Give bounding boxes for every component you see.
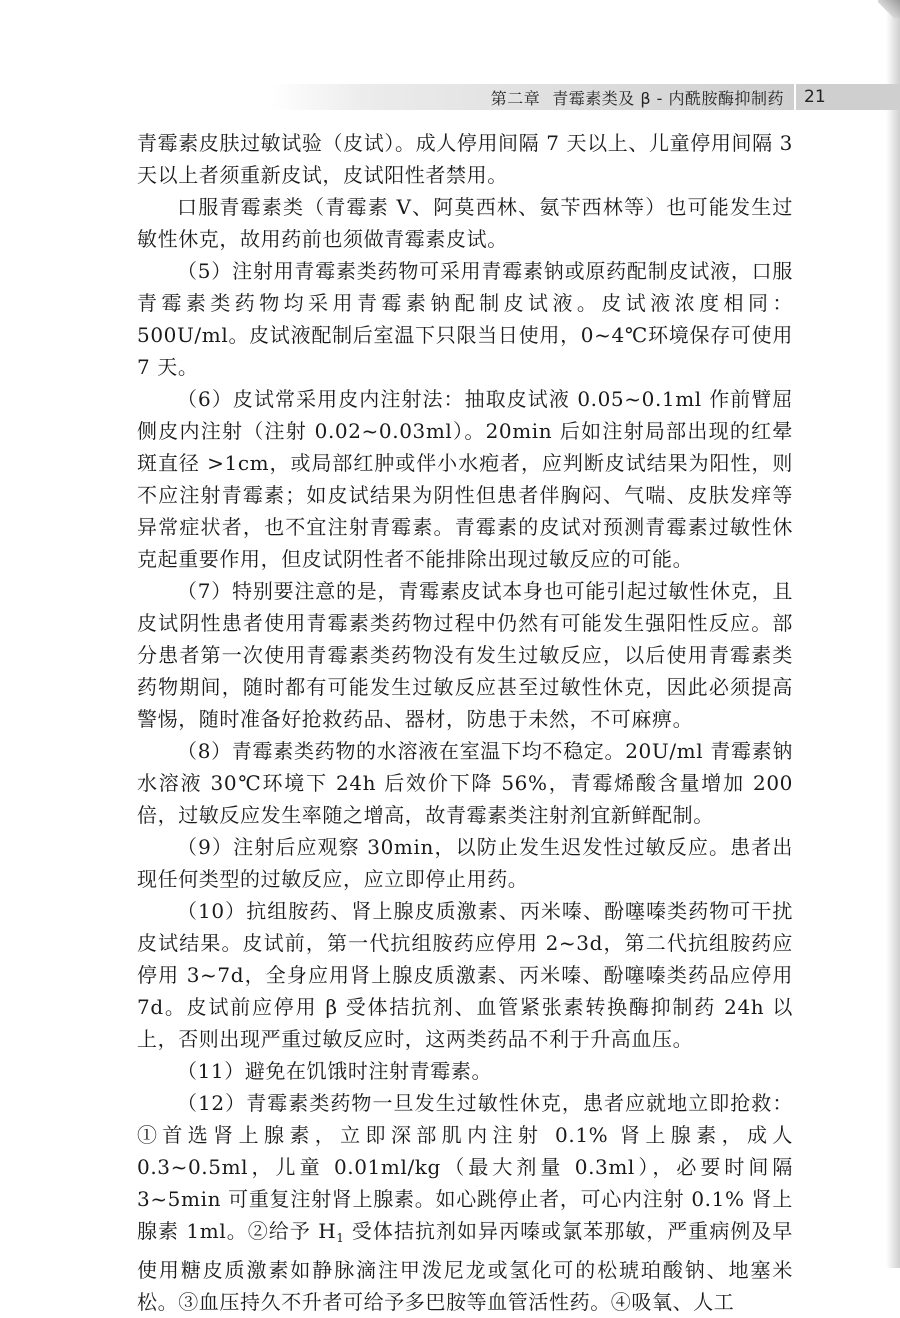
page-edge-shadow xyxy=(886,0,900,1268)
running-header xyxy=(270,84,900,110)
header-chapter-band xyxy=(270,84,794,110)
page-number-band xyxy=(796,84,900,110)
paragraph-item-10: （10）抗组胺药、肾上腺皮质激素、丙米嗪、酚噻嗪类药物可干扰皮试结果。皮试前，第一代抗组胺药应停用 2~3d，第二代抗组胺药应停用 3~7d，全身应用肾上腺皮质激素、丙米嗪、酚噻嗪类药品应停用 7d。皮试前应停用 β 受体拮抗剂、血管紧张素转换酶抑制药 24h 以上，否则出现严重过敏反应时，这两类药品不利于升高血压。 xyxy=(137,899,793,1051)
paragraph-item-7: （7）特别要注意的是，青霉素皮试本身也可能引起过敏性休克，且皮试阴性患者使用青霉素类药物过程中仍然有可能发生强阳性反应。部分患者第一次使用青霉素类药物没有发生过敏反应，以后使用青霉素类药物期间，随时都有可能发生过敏反应甚至过敏性休克，因此必须提高警惕，随时准备好抢救药品、器材，防患于未然，不可麻痹。 xyxy=(137,579,793,731)
paragraph-item-12 xyxy=(137,1087,793,1318)
chapter-title: 青霉素类及 β - 内酰胺酶抑制药 xyxy=(552,88,784,108)
paragraph-item-9: （9）注射后应观察 30min，以防止发生迟发性过敏反应。患者出现任何类型的过敏反应，应立即停止用药。 xyxy=(137,835,793,891)
body-text xyxy=(137,127,793,1318)
h1-subscript: 1 xyxy=(336,1231,345,1245)
paragraph-oral-penicillin: 口服青霉素类（青霉素 V、阿莫西林、氨苄西林等）也可能发生过敏性休克，故用药前也须做青霉素皮试。 xyxy=(137,195,793,251)
item-12-text-part1: （12）青霉素类药物一旦发生过敏性休克，患者应就地立即抢救：①首选肾上腺素，立即深部肌内注射 0.1% 肾上腺素，成人 0.3~0.5ml，儿童 0.01ml/kg（最大剂量 0.3ml），必要时间隔 3~5min 可重复注射肾上腺素。如心跳停止者，可心内注射 0.1% 肾上腺素 1ml。②给予 H xyxy=(137,1091,793,1243)
page-number: 21 xyxy=(804,87,826,107)
item-12-text-part2: 受体拮抗剂如异丙嗪或氯苯那敏，严重病例及早使用糖皮质激素如静脉滴注甲泼尼龙或氢化可的松琥珀酸钠、地塞米松。③血压持久不升者可给予多巴胺等血管活性药。④吸氧、人工 xyxy=(137,1219,793,1314)
paragraph-item-6: （6）皮试常采用皮内注射法：抽取皮试液 0.05~0.1ml 作前臂屈侧皮内注射（注射 0.02~0.03ml）。20min 后如注射局部出现的红晕斑直径 >1cm，或局部红肿或伴小水疱者，应判断皮试结果为阳性，则不应注射青霉素；如皮试结果为阴性但患者伴胸闷、气喘、皮肤发痒等异常症状者，也不宜注射青霉素。青霉素的皮试对预测青霉素过敏性休克起重要作用，但皮试阴性者不能排除出现过敏反应的可能。 xyxy=(137,387,793,571)
paragraph-item-8: （8）青霉素类药物的水溶液在室温下均不稳定。20U/ml 青霉素钠水溶液 30℃环境下 24h 后效价下降 56%，青霉烯酸含量增加 200 倍，过敏反应发生率随之增高，故青霉素类注射剂宜新鲜配制。 xyxy=(137,739,793,827)
paragraph-continued: 青霉素皮肤过敏试验（皮试）。成人停用间隔 7 天以上、儿童停用间隔 3 天以上者须重新皮试，皮试阳性者禁用。 xyxy=(137,131,793,187)
chapter-number: 第二章 xyxy=(490,88,541,108)
page-corner-fold xyxy=(878,0,900,18)
paragraph-item-11: （11）避免在饥饿时注射青霉素。 xyxy=(177,1059,493,1083)
paragraph-item-5: （5）注射用青霉素类药物可采用青霉素钠或原药配制皮试液，口服青霉素类药物均采用青霉素钠配制皮试液。皮试液浓度相同：500U/ml。皮试液配制后室温下只限当日使用，0~4℃环境保存可使用 7 天。 xyxy=(137,259,793,379)
